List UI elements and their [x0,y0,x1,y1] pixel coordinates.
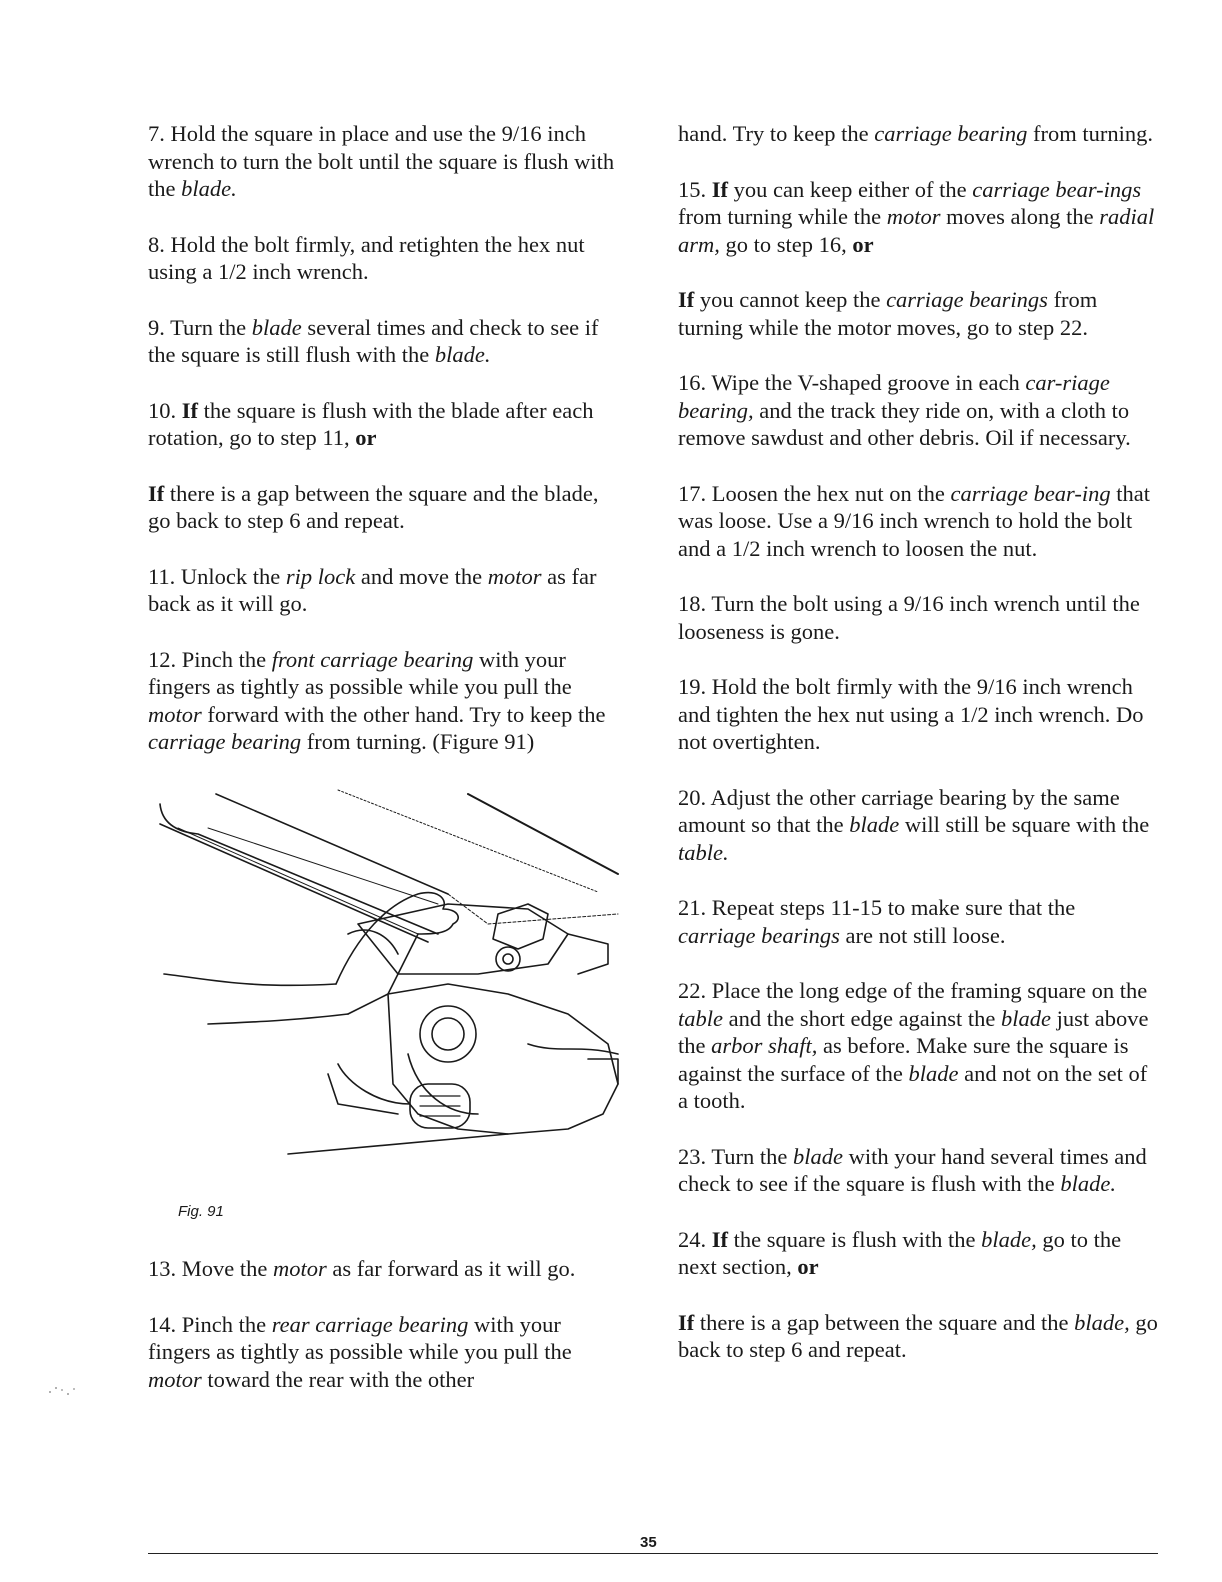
text-segment: rear carriage bearing [271,1311,469,1337]
text-segment: blade. [1060,1171,1117,1196]
text-segment: the square is flush with the [728,1226,982,1252]
right-column [678,120,1158,1392]
step-step14 [148,1311,623,1394]
text-segment: and the track they ride on, with a cloth to remove sawdust and other debris. Oil if necessary. [678,397,1131,450]
text-segment: motor [148,701,202,727]
step-step8 [148,231,623,286]
text-segment: If [181,397,198,423]
text-segment: there is a gap between the square and the blade, go back to step 6 and repeat. [148,480,599,533]
text-segment: blade. [181,176,237,201]
step-step13 [148,1255,623,1283]
saw-carriage-illustration [148,784,623,1184]
text-segment: 8. Hold the bolt firmly, and retighten the hex nut using a 1/2 inch wrench. [148,231,585,284]
step-step10 [148,397,623,452]
step-step24b [678,1309,1158,1364]
text-segment: 20. Adjust the other carriage bearing by the same amount so that the [678,784,1120,837]
left-column-bottom [148,1255,623,1393]
text-segment: table. [678,839,729,865]
text-segment: the square is flush with the blade after each rotation, go to step 11, [148,397,594,450]
step-step9 [148,314,623,369]
text-segment: and move the [355,563,488,589]
text-segment: from turning. [1027,121,1153,146]
text-segment: If [711,176,728,202]
text-segment: carriage bearing [874,121,1028,146]
right-column-steps [678,120,1158,1364]
text-segment: table [678,1005,723,1031]
step-step15 [678,176,1158,259]
text-segment: blade [1001,1005,1052,1031]
text-segment: you can keep either of the [728,176,973,202]
step-step17 [678,480,1158,563]
text-segment: 17. Loosen the hex nut on the [678,480,951,506]
text-segment: motor [886,204,941,229]
text-segment: car-riage bearing, [678,370,1110,423]
text-segment: radial arm, [678,204,1155,257]
step-step15b [678,286,1158,341]
left-column [148,120,623,1421]
text-segment: go to the next section, [678,1226,1122,1279]
step-step21 [678,894,1158,949]
text-segment: carriage bearings [678,922,840,948]
text-segment: just above the [678,1005,1149,1058]
figure-91 [148,784,623,1184]
text-segment: several times and check to see if the square is still flush with the [148,314,599,367]
text-segment: 18. Turn the bolt using a 9/16 inch wrench until the looseness is gone. [678,591,1140,644]
step-step7 [148,120,623,203]
text-segment: 7. Hold the square in place and use the 9/16 inch wrench to turn the bolt until the square is flush with the [148,121,615,201]
text-segment: 22. Place the long edge of the framing square on the [678,978,1148,1003]
step-step11 [148,563,623,618]
text-segment: as before. Make sure the square is against the surface of the [678,1033,1129,1086]
text-segment: front carriage bearing [271,646,474,672]
scan-speck-mark [40,1380,100,1400]
text-segment: with your hand several times and check to see if the square is flush with the [678,1143,1147,1196]
text-segment: forward with the other hand. Try to keep the [201,701,606,727]
text-segment: and not on the set of a tooth. [678,1060,1148,1113]
text-segment: or [355,425,377,450]
text-segment: 12. Pinch the [148,646,272,672]
text-segment: If [148,480,165,506]
footer-rule [148,1553,1158,1554]
text-segment: as far back as it will go. [148,563,597,616]
text-segment: blade, [981,1226,1037,1252]
text-segment: carriage bearing [148,729,302,754]
text-segment: motor [272,1256,327,1281]
text-segment: 11. Unlock the [148,563,286,589]
text-segment: rip lock [285,563,356,589]
text-segment: 15. [678,176,712,202]
text-segment: carriage bear-ing [950,480,1111,506]
text-segment: will still be square with the [899,812,1150,837]
step-step14cont [678,120,1158,148]
step-step23 [678,1143,1158,1198]
figure-caption: Fig. 91 [178,1202,224,1220]
text-segment: 10. [148,397,182,423]
text-segment: and the short edge against the [723,1005,1002,1031]
step-step16 [678,369,1158,452]
text-segment: carriage bear-ings [972,176,1142,202]
text-segment: 23. Turn the [678,1143,794,1169]
step-step18 [678,590,1158,645]
step-step24 [678,1226,1158,1281]
text-segment: go back to step 6 and repeat. [678,1309,1158,1362]
text-segment: blade [849,812,900,837]
text-segment: go to step 16, [719,231,853,257]
left-column-top [148,120,623,756]
text-segment: blade [908,1060,959,1086]
text-segment: from turning while the motor moves, go to step 22. [678,287,1098,340]
text-segment: If [678,287,695,312]
text-segment: motor [487,563,542,589]
step-step22 [678,977,1158,1115]
text-segment: blade [251,314,302,340]
text-segment: you cannot keep the [694,287,887,312]
text-segment: with your fingers as tightly as possible while you pull the [148,1311,572,1364]
step-step19 [678,673,1158,756]
text-segment: 16. Wipe the V-shaped groove in each [678,370,1026,395]
step-step12 [148,646,623,756]
text-segment: toward the rear with the other [201,1366,475,1392]
text-segment: blade. [434,342,491,367]
text-segment: moves along the [940,204,1100,229]
text-segment: blade, [1074,1309,1130,1335]
text-segment: 24. [678,1226,712,1252]
text-segment: from turning while the [678,204,887,229]
text-segment: motor [148,1366,202,1392]
text-segment: or [797,1254,819,1279]
step-step10b [148,480,623,535]
text-segment: 13. Move the [148,1256,273,1281]
text-segment: with your fingers as tightly as possible while you pull the [148,646,572,699]
text-segment: carriage bearings [886,287,1048,312]
text-segment: there is a gap between the square and the [694,1309,1075,1335]
page-number: 35 [640,1534,657,1551]
text-segment: as far forward as it will go. [326,1256,576,1281]
step-step20 [678,784,1158,867]
text-segment: arbor shaft, [711,1033,818,1058]
text-segment: If [711,1226,728,1252]
text-segment: blade [793,1143,844,1169]
text-segment: 21. Repeat steps 11-15 to make sure that the [678,895,1076,920]
text-segment: 19. Hold the bolt firmly with the 9/16 inch wrench and tighten the hex nut using a 1/2 inch wrench. Do not overtighten. [678,674,1144,754]
text-segment: hand. Try to keep the [678,121,875,146]
text-segment: that was loose. Use a 9/16 inch wrench to hold the bolt and a 1/2 inch wrench to loosen the nut. [678,480,1150,561]
text-segment: 9. Turn the [148,314,252,340]
text-segment: from turning. (Figure 91) [301,729,535,754]
text-segment: or [852,231,874,257]
text-segment: If [678,1309,695,1335]
text-segment: are not still loose. [839,922,1006,948]
text-segment: 14. Pinch the [148,1311,272,1337]
